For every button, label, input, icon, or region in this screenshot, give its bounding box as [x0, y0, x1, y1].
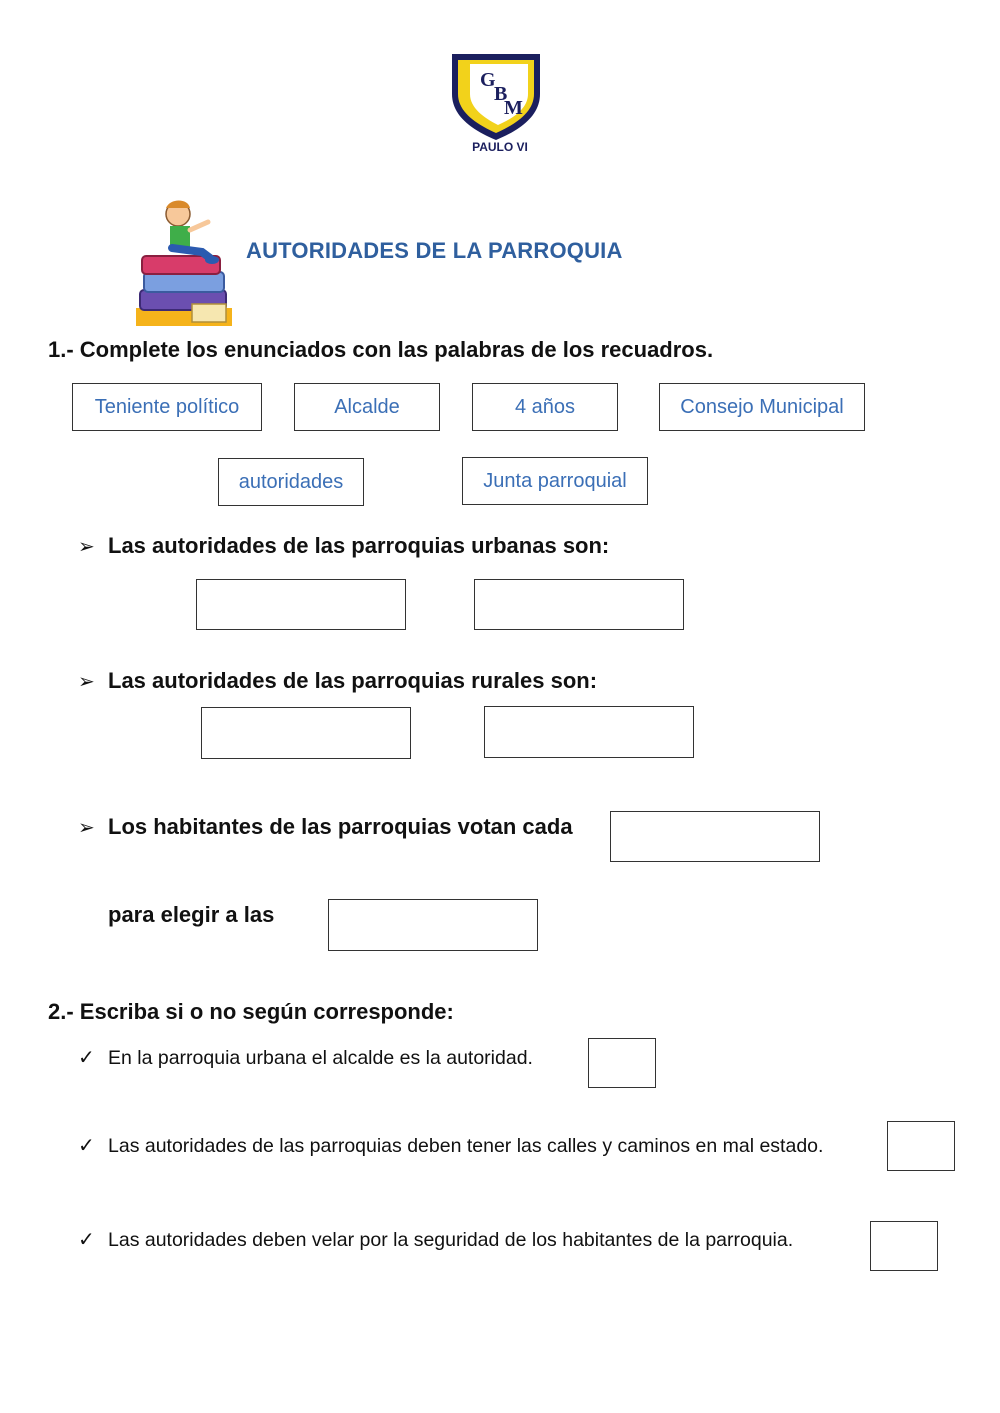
answer-drop-box[interactable] [610, 811, 820, 862]
statement-urban: Las autoridades de las parroquias urbanas son: [108, 533, 610, 558]
arrow-bullet-icon: ➢ [78, 671, 95, 693]
yes-no-statement: Las autoridades deben velar por la seguridad de los habitantes de la parroquia. [108, 1229, 794, 1251]
section-1-heading: 1.- Complete los enunciados con las palabras de los recuadros. [48, 337, 714, 362]
answer-drop-box[interactable] [201, 707, 411, 759]
answer-drop-box[interactable] [328, 899, 538, 951]
yes-no-input-box[interactable] [588, 1038, 656, 1088]
check-icon: ✓ [78, 1135, 95, 1157]
section-2-heading: 2.- Escriba si o no según corresponde: [48, 999, 454, 1024]
word-bank-item[interactable]: Teniente político [72, 383, 262, 431]
answer-drop-box[interactable] [196, 579, 406, 630]
yes-no-statement: Las autoridades de las parroquias deben tener las calles y caminos en mal estado. [108, 1135, 824, 1157]
word-bank-item[interactable]: 4 años [472, 383, 618, 431]
arrow-bullet-icon: ➢ [78, 536, 95, 558]
word-bank-item[interactable]: Junta parroquial [462, 457, 648, 505]
page-title: AUTORIDADES DE LA PARROQUIA [246, 238, 623, 263]
logo-caption: PAULO VI [472, 140, 528, 154]
answer-drop-box[interactable] [484, 706, 694, 758]
statement-vote-every: Los habitantes de las parroquias votan cada [108, 814, 573, 839]
kid-on-books-illustration [132, 196, 236, 328]
word-bank-item[interactable]: autoridades [218, 458, 364, 506]
check-icon: ✓ [78, 1047, 95, 1069]
arrow-bullet-icon: ➢ [78, 817, 95, 839]
check-icon: ✓ [78, 1229, 95, 1251]
statement-rural: Las autoridades de las parroquias rurales son: [108, 668, 598, 693]
yes-no-statement: En la parroquia urbana el alcalde es la autoridad. [108, 1047, 533, 1069]
word-bank-item[interactable]: Alcalde [294, 383, 440, 431]
statement-to-elect: para elegir a las [108, 902, 275, 927]
word-bank-item[interactable]: Consejo Municipal [659, 383, 865, 431]
yes-no-input-box[interactable] [887, 1121, 955, 1171]
logo-letter-m: M [504, 97, 523, 119]
logo-letter-g: G [480, 69, 496, 91]
yes-no-input-box[interactable] [870, 1221, 938, 1271]
logo-letter-b: B [494, 83, 508, 105]
answer-drop-box[interactable] [474, 579, 684, 630]
